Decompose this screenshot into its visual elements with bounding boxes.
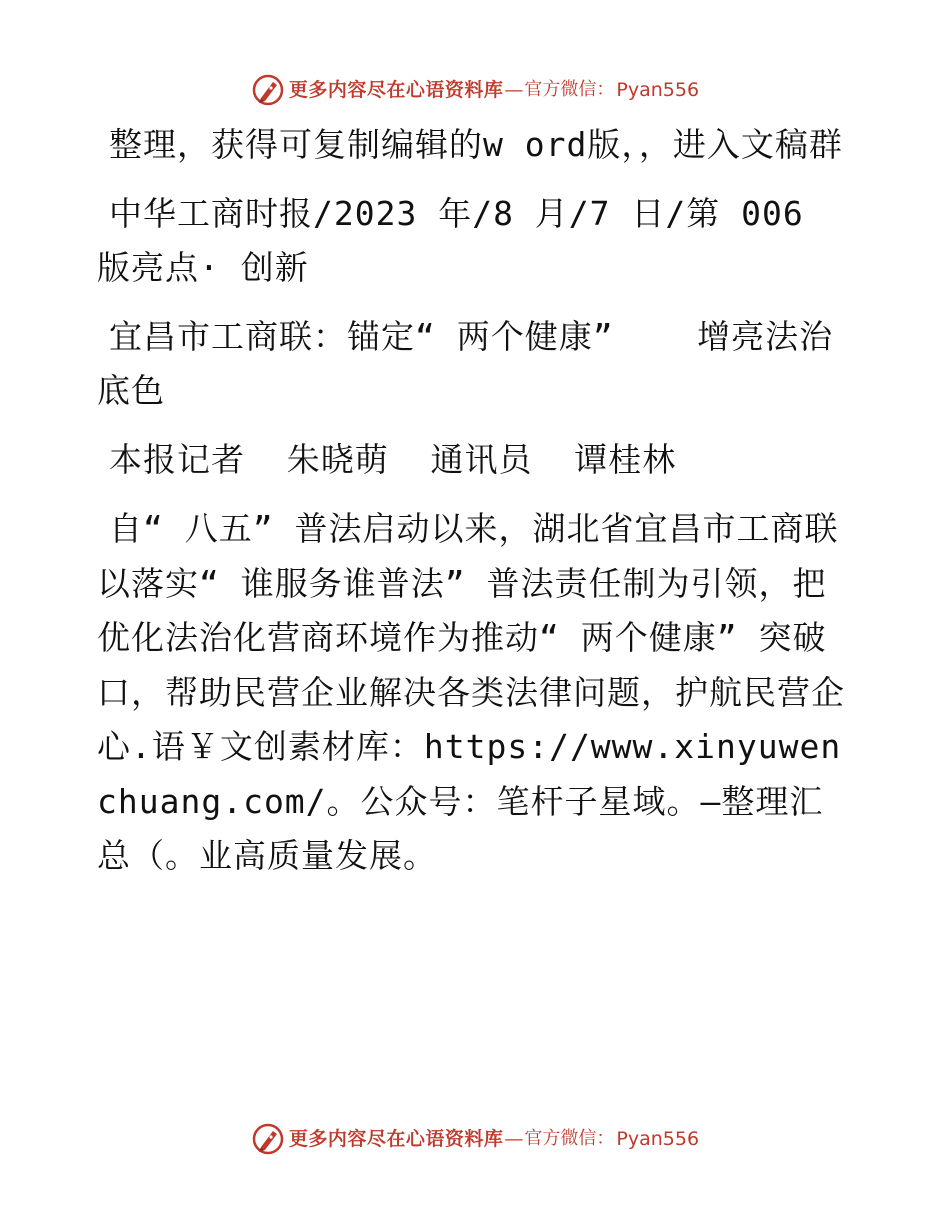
paragraph-article-title: 宜昌市工商联：锚定“ 两个健康” 增亮法治底色 [97, 317, 834, 410]
paragraph-byline: 本报记者 朱晓萌 通讯员 谭桂林 [109, 440, 677, 479]
header-banner [0, 70, 950, 110]
document-body [97, 118, 853, 884]
banner-slogan: 更多内容尽在心语资料库 [288, 1127, 504, 1150]
paragraph-intro-note: 整理，获得可复制编辑的w ord版，，进入文稿群 [109, 125, 843, 164]
banner-dash: — [504, 1127, 524, 1150]
paragraph-article-body: 自“ 八五” 普法启动以来，湖北省宜昌市工商联以落实“ 谁服务谁普法” 普法责任制为引领，把优化法治化营商环境作为推动“ 两个健康” 突破口，帮助民营企业解决各类法律问题，护航民营企心.语￥文创素材库：https://www.xinyuwenchuang.com/。公众号：笔杆子星域。—整理汇总（。业高质量发展。 [97, 509, 845, 875]
pen-nib-logo-icon [251, 1122, 285, 1156]
banner-wechat-id: Pyan556 [616, 1127, 700, 1150]
banner-wechat-id: Pyan556 [616, 78, 700, 101]
footer-banner [0, 1119, 950, 1159]
paragraph-source-line: 中华工商时报/2023 年/8 月/7 日/第 006 版亮点· 创新 [97, 194, 825, 287]
banner-wechat-label: 官方微信： [524, 1128, 615, 1149]
banner-wechat-label: 官方微信： [524, 79, 615, 100]
banner-dash: — [504, 78, 524, 101]
banner-slogan: 更多内容尽在心语资料库 [288, 78, 504, 101]
pen-nib-logo-icon [251, 73, 285, 107]
